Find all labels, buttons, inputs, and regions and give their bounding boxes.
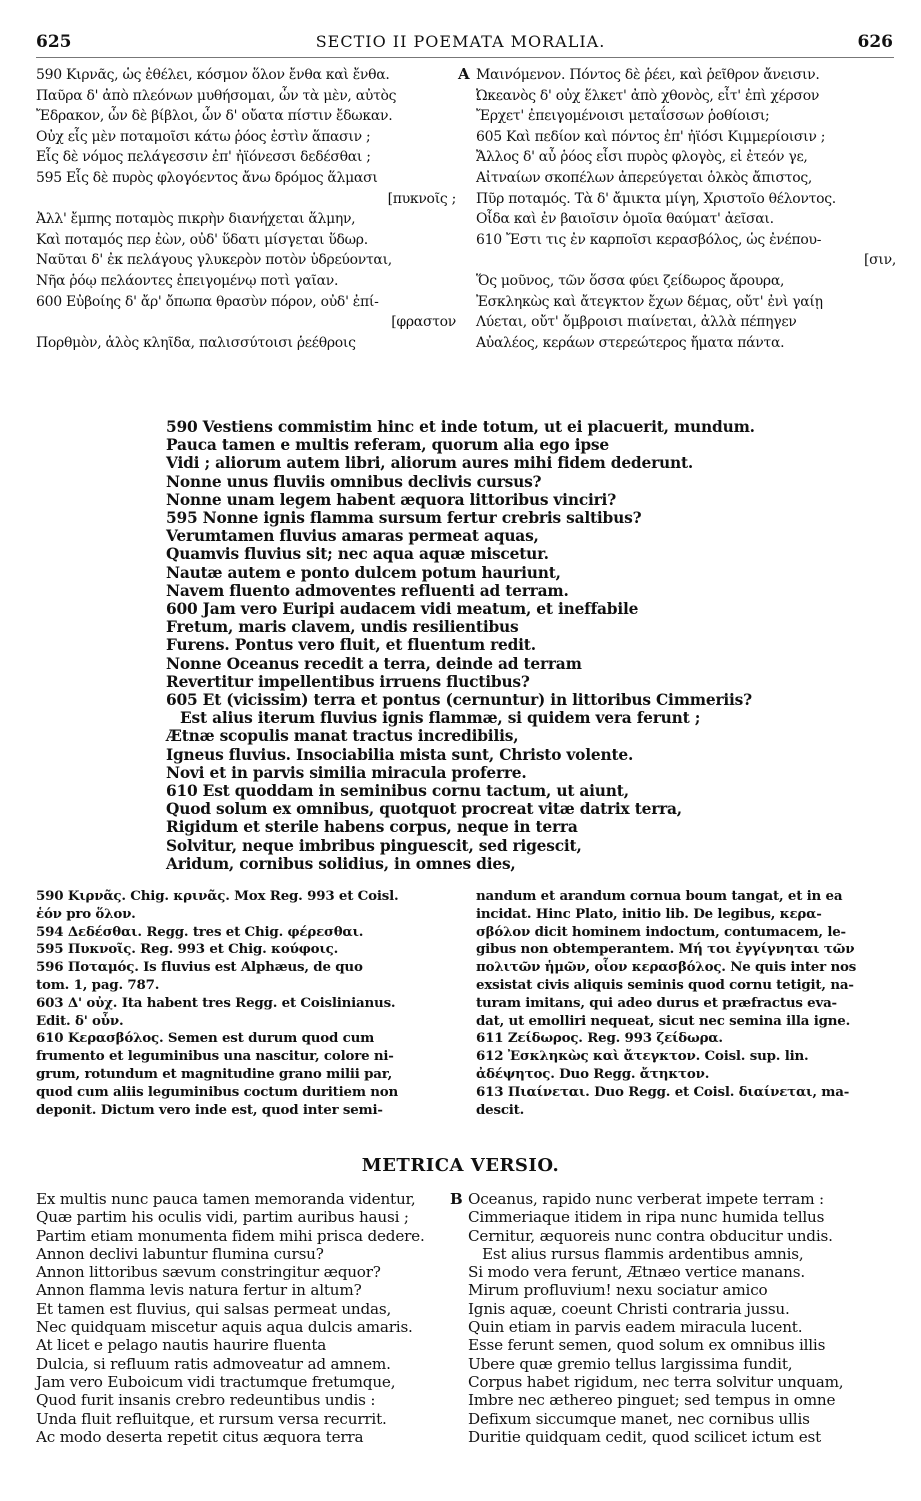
text-line: 590 Κιρνᾶς. Chig. κρινᾶς. Mox Reg. 993 et Coisl. [36, 888, 399, 904]
text-line: 610 Ἔστι τις ἐν καρποῖσι κερασβόλος, ὡς ἐνέπου- [476, 231, 822, 248]
text-line: Unda fluit refluitque, et rursum versa recurrit. [36, 1409, 387, 1428]
text-line: σβόλον dicit hominem indoctum, contumacem, le- [476, 923, 846, 940]
text-line: 605 Καὶ πεδίον καὶ πόντος ἐπ' ἠϊόσι Κιμμερίοισιν ; [476, 128, 826, 145]
text-line: Ἔρχετ' ἐπειγομένοισι μεταΐσσων ῥοθίοισι; [476, 108, 770, 125]
text-line: incidat. Hinc Plato, initio lib. De legibus, κερα- [476, 905, 822, 922]
text-line: Quod solum ex omnibus, quotquot procreat vitæ datrix terra, [166, 800, 682, 819]
text-line: deponit. Dictum vero inde est, quod inter semi- [36, 1101, 383, 1118]
text-line: 596 Ποταμός. Is fluvius est Alphæus, de quo [36, 959, 363, 976]
column-marker-a: A [458, 65, 470, 83]
text-line: 603 Δ' οὐχ. Ita habent tres Regg. et Coislinianus. [36, 994, 396, 1011]
text-line: Ὅς μοῦνος, τῶν ὅσσα φύει ζείδωρος ἄρουρα, [476, 272, 785, 289]
text-line: Partim etiam monumenta fidem mihi prisca dedere. [36, 1226, 425, 1245]
text-line: Ætnæ scopulis manat tractus incredibilis, [166, 727, 519, 746]
text-line: Nonne unam legem habent æquora littoribus vinciri? [166, 490, 617, 509]
text-line: Rigidum et sterile habens corpus, neque in terra [166, 818, 578, 837]
metrica-versio-title: METRICA VERSIO. [361, 1155, 560, 1176]
text-line: ἑόν pro ὅλον. [36, 905, 136, 922]
page-number-left: 625 [36, 32, 72, 52]
text-line: Est alius iterum fluvius ignis flammæ, si quidem vera ferunt ; [180, 709, 701, 728]
text-line: Defixum siccumque manet, nec cornibus ullis [468, 1409, 810, 1428]
greek-text-right-column [476, 65, 896, 353]
text-line: 600 Jam vero Euripi audacem vidi meatum, et ineffabile [166, 600, 639, 619]
text-line: Ubere quæ gremio tellus largissima fundit, [468, 1354, 793, 1373]
column-marker-b: B [450, 1190, 463, 1208]
text-line: 595 Nonne ignis flamma sursum fertur crebris saltibus? [166, 509, 642, 528]
text-line: Quod furit insanis crebro redeuntibus undis : [36, 1391, 376, 1410]
text-line: Αἰτναίων σκοπέλων ἀπερεύγεται ὁλκὸς ἄπιστος, [476, 169, 813, 186]
text-line: 611 Ζείδωρος. Reg. 993 ζείδωρα. [476, 1030, 723, 1047]
text-line: Ἐσκληκὼς καὶ ἄτεγκτον ἔχων δέμας, οὔτ' ἐνὶ γαίῃ [476, 293, 823, 310]
text-line: [φραστον [391, 314, 456, 331]
text-line: Quæ partim his oculis vidi, partim auribus hausi ; [36, 1208, 409, 1227]
text-line: Fretum, maris clavem, undis resilientibus [166, 618, 519, 637]
text-line: Novi et in parvis similia miracula proferre. [166, 763, 527, 782]
text-line: Quin etiam in parvis eadem miracula lucent. [468, 1318, 803, 1337]
text-line: Ἀλλ' ἔμπης ποταμὸς πικρὴν διανήχεται ἅλμην, [36, 211, 356, 228]
notes-left-column [36, 888, 456, 1119]
text-line: Si modo vera ferunt, Ætnæo vertice manans. [468, 1263, 805, 1282]
text-line: Pauca tamen e multis referam, quorum alia ego ipse [166, 436, 609, 455]
text-line: 612 Ἐσκληκὼς καὶ ἄτεγκτον. Coisl. sup. lin. [476, 1048, 809, 1065]
text-line: Esse ferunt semen, quod solum ex omnibus illis [468, 1336, 826, 1355]
text-line: 613 Πιαίνεται. Duo Regg. et Coisl. διαίνεται, ma- [476, 1083, 850, 1100]
text-line: Πῦρ ποταμός. Τὰ δ' ἄμικτα μίγη, Χριστοῖο θέλοντος. [476, 190, 836, 207]
text-line: gibus non obtemperantem. Μή τοι ἐγγίγνηται τῶν [476, 941, 855, 958]
text-line: 595 Εἷς δὲ πυρὸς φλογόεντος ἄνω δρόμος ἅλμασι [36, 169, 378, 186]
text-line: Ὠκεανὸς δ' οὐχ ἕλκετ' ἀπὸ χθονὸς, εἶτ' ἐπὶ χέρσον [476, 87, 820, 104]
page-number-right: 626 [857, 32, 893, 52]
text-line: Mirum profluvium! nexu sociatur amico [468, 1281, 768, 1300]
text-line: Πορθμὸν, ἁλὸς κληῖδα, παλισσύτοισι ῥεέθροις [36, 334, 356, 351]
header-rule [36, 57, 894, 58]
text-line: Καὶ ποταμός περ ἐὼν, οὐδ' ὕδατι μίσγεται ὕδωρ. [36, 231, 368, 248]
text-line: Λύεται, οὔτ' ὄμβροισι πιαίνεται, ἀλλὰ πέπηγεν [476, 314, 797, 331]
text-line: Νῆα ῥόῳ πελάοντες ἐπειγομένῳ ποτὶ γαῖαν. [36, 272, 339, 289]
text-line: Ἔδρακον, ὧν δὲ βίβλοι, ὧν δ' οὔατα πίστιν ἔδωκαν. [36, 108, 393, 125]
text-line: Est alius rursus flammis ardentibus amnis, [482, 1244, 804, 1263]
metrica-left-column [36, 1190, 456, 1446]
text-line: Edit. δ' οὖν. [36, 1012, 124, 1029]
text-line: Nautæ autem e ponto dulcem potum hauriunt, [166, 563, 561, 582]
text-line: descit. [476, 1101, 525, 1118]
text-line: Vidi ; aliorum autem libri, aliorum aures mihi fidem dederunt. [166, 454, 694, 473]
text-line: turam imitans, qui adeo durus et præfractus eva- [476, 994, 837, 1011]
text-line: frumento et leguminibus una nascitur, colore ni- [36, 1048, 394, 1065]
text-line: quod cum aliis leguminibus coctum duritiem non [36, 1083, 399, 1100]
text-line: Navem fluento admoventes refluenti ad terram. [166, 581, 569, 600]
metrica-right-column [468, 1190, 898, 1446]
text-line: Αὐαλέος, κεράων στερεώτερος ἤματα πάντα. [476, 334, 785, 351]
text-line: 595 Πυκνοῖς. Reg. 993 et Chig. κούφοις. [36, 941, 339, 958]
text-line: Verumtamen fluvius amaras permeat aquas, [166, 527, 539, 546]
text-line: nandum et arandum cornua boum tangat, et in ea [476, 888, 843, 904]
text-line: πολιτῶν ἡμῶν, οἷον κερασβόλος. Ne quis inter nos [476, 959, 857, 976]
text-line: Παῦρα δ' ἀπὸ πλεόνων μυθήσομαι, ὧν τὰ μὲν, αὐτὸς [36, 87, 397, 104]
text-line: Εἷς δὲ νόμος πελάγεσσιν ἐπ' ἠϊόνεσσι δεδέσθαι ; [36, 149, 371, 166]
text-line: [πυκνοῖς ; [387, 190, 456, 207]
text-line: Et tamen est fluvius, qui salsas permeat undas, [36, 1299, 392, 1318]
text-line: 590 Vestiens commistim hinc et inde totum, ut ei placuerit, mundum. [166, 418, 755, 436]
text-line: Ignis aquæ, coeunt Christi contraria jussu. [468, 1299, 790, 1318]
text-line: 605 Et (vicissim) terra et pontus (cernuntur) in littoribus Cimmeriis? [166, 691, 752, 710]
text-line: 590 Κιρνᾶς, ὡς ἐθέλει, κόσμον ὅλον ἔνθα καὶ ἔνθα. [36, 67, 390, 83]
text-line: Οἶδα καὶ ἐν βαιοῖσιν ὁμοῖα θαύματ' ἀεῖσαι. [476, 211, 774, 228]
text-line: Cernitur, æquoreis nunc contra obducitur undis. [468, 1226, 833, 1245]
running-title: SECTIO II POEMATA MORALIA. [315, 32, 606, 51]
text-line: exsistat civis aliquis seminis quod cornu tetigit, na- [476, 976, 854, 993]
text-line: 610 Est quoddam in seminibus cornu tactum, ut aiunt, [166, 782, 629, 801]
text-line: grum, rotundum et magnitudine grano milii par, [36, 1065, 393, 1082]
text-line: Nec quidquam miscetur aquis aqua dulcis amaris. [36, 1318, 413, 1337]
text-line: Cimmeriaque itidem in ripa nunc humida tellus [468, 1208, 825, 1227]
text-line: Oceanus, rapido nunc verberat impete terram : [468, 1190, 824, 1208]
text-line: Annon declivi labuntur flumina cursu? [36, 1244, 324, 1263]
text-line: Ex multis nunc pauca tamen memoranda videntur, [36, 1190, 416, 1208]
text-line: Imbre nec æthereo pinguet; sed tempus in omne [468, 1391, 836, 1410]
text-line: Nonne Oceanus recedit a terra, deinde ad terram [166, 654, 582, 673]
notes-right-column [476, 888, 896, 1119]
text-line: Οὐχ εἷς μὲν ποταμοῖσι κάτω ῥόος ἐστὶν ἅπασιν ; [36, 128, 371, 145]
text-line: Ac modo deserta repetit citus æquora terra [36, 1427, 364, 1446]
text-line: Μαινόμενον. Πόντος δὲ ῥέει, καὶ ῥεῖθρον ἄνεισιν. [476, 67, 820, 83]
text-line: tom. 1, pag. 787. [36, 976, 160, 993]
text-line: Ἄλλος δ' αὖ ῥόος εἶσι πυρὸς φλογὸς, εἰ ἐτεόν γε, [476, 149, 808, 166]
text-line: Ναῦται δ' ἐκ πελάγους γλυκερὸν ποτὸν ὑδρεύονται, [36, 252, 392, 269]
text-line: 610 Κερασβόλος. Semen est durum quod cum [36, 1030, 375, 1047]
text-line: Furens. Pontus vero fluit, et fluentum redit. [166, 636, 536, 655]
text-line: At licet e pelago nautis haurire fluenta [36, 1336, 327, 1355]
text-line: Igneus fluvius. Insociabilia mista sunt, Christo volente. [166, 745, 634, 764]
greek-text-left-column [36, 65, 456, 353]
text-line: Revertitur impellentibus irruens fluctibus? [166, 672, 530, 691]
text-line: Jam vero Euboicum vidi tractumque fretumque, [36, 1372, 396, 1391]
text-line: Annon littoribus sævum constringitur æquor? [36, 1263, 381, 1282]
text-line: Aridum, cornibus solidius, in omnes dies, [166, 854, 516, 873]
text-line: Nonne unus fluviis omnibus declivis cursus? [166, 472, 542, 491]
text-line: Solvitur, neque imbribus pinguescit, sed rigescit, [166, 836, 582, 855]
text-line: 594 Δεδέσθαι. Regg. tres et Chig. φέρεσθαι. [36, 923, 364, 940]
text-line: dat, ut emolliri nequeat, sicut nec semina illa igne. [476, 1012, 851, 1029]
text-line: Duritie quidquam cedit, quod scilicet ictum est [468, 1427, 822, 1446]
text-line: Annon flamma levis natura fertur in altum? [36, 1281, 362, 1300]
text-line: Corpus habet rigidum, nec terra solvitur unquam, [468, 1372, 844, 1391]
text-line: 600 Εὐβοίης δ' ἄρ' ὄπωπα θρασὺν πόρον, οὐδ' ἐπί- [36, 293, 379, 310]
text-line: Dulcia, si refluum ratis admoveatur ad amnem. [36, 1354, 391, 1373]
text-line: ἀδέψητος. Duo Regg. ἄτηκτον. [476, 1065, 710, 1082]
text-line: [σιν, [864, 252, 896, 269]
text-line: Quamvis fluvius sit; nec aqua aquæ miscetur. [166, 545, 549, 564]
latin-translation [166, 418, 826, 873]
